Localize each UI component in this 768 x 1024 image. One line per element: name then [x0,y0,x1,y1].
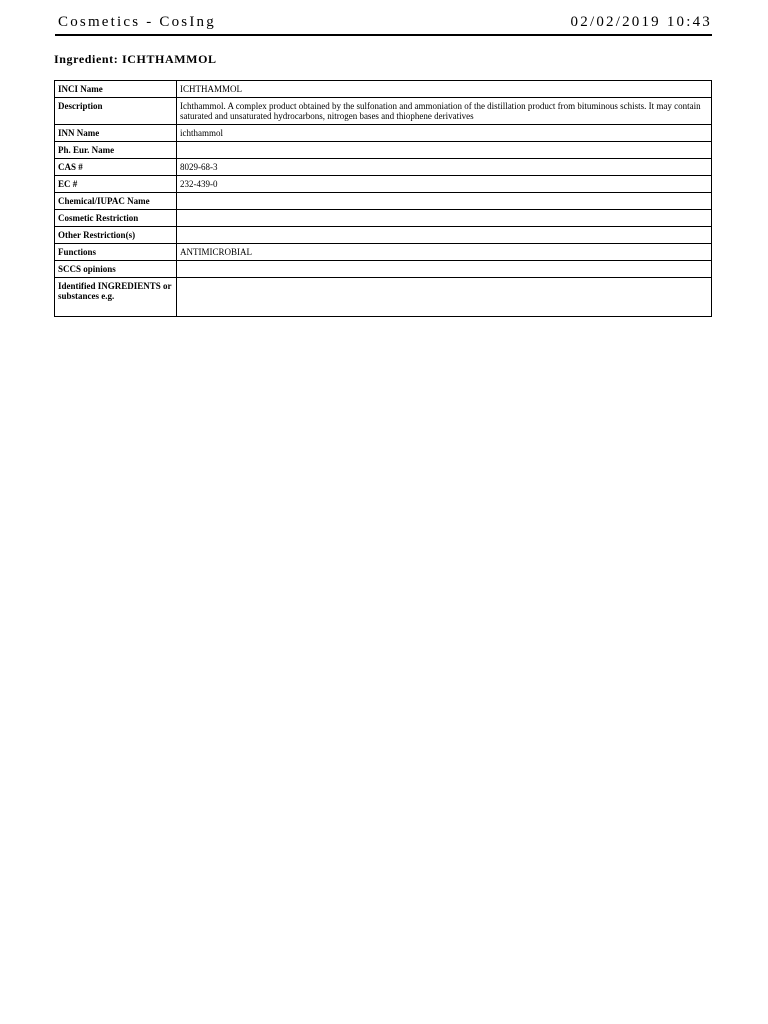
row-label: CAS # [55,159,177,176]
header-title: Cosmetics - CosIng [58,14,216,30]
row-value: Ichthammol. A complex product obtained by the sulfonation and ammoniation of the distillation product from bituminous schists. It may contain saturated and unsaturated hydrocarbons, nitrogen bases and thiophene derivatives [177,98,712,125]
ingredient-heading: Ingredient: ICHTHAMMOL [54,52,217,66]
row-value [177,261,712,278]
ingredient-table [54,80,712,317]
table-row-description [55,98,712,125]
row-value [177,210,712,227]
row-label: INN Name [55,125,177,142]
table-row-ph-eur-name [55,142,712,159]
table-row-cas [55,159,712,176]
row-value: ichthammol [177,125,712,142]
row-label: Ph. Eur. Name [55,142,177,159]
table-row-chemical-iupac-name [55,193,712,210]
row-value: 8029-68-3 [177,159,712,176]
table-row-other-restrictions [55,227,712,244]
row-value [177,142,712,159]
table-row-cosmetic-restriction [55,210,712,227]
table-row-inci-name [55,81,712,98]
table-row-ec [55,176,712,193]
row-label: Description [55,98,177,125]
row-value: 232-439-0 [177,176,712,193]
row-label: Chemical/IUPAC Name [55,193,177,210]
row-value [177,278,712,317]
table-row-sccs-opinions [55,261,712,278]
header-datetime: 02/02/2019 10:43 [570,14,712,30]
row-label: Identified INGREDIENTS or substances e.g. [55,278,177,317]
row-label: Cosmetic Restriction [55,210,177,227]
row-label: SCCS opinions [55,261,177,278]
row-value: ANTIMICROBIAL [177,244,712,261]
table-row-functions [55,244,712,261]
row-label: INCI Name [55,81,177,98]
row-value: ICHTHAMMOL [177,81,712,98]
row-label: Functions [55,244,177,261]
row-label: Other Restriction(s) [55,227,177,244]
table-row-identified-ingredients [55,278,712,317]
page-header [55,12,712,36]
table-row-inn-name [55,125,712,142]
row-value [177,227,712,244]
row-value [177,193,712,210]
row-label: EC # [55,176,177,193]
